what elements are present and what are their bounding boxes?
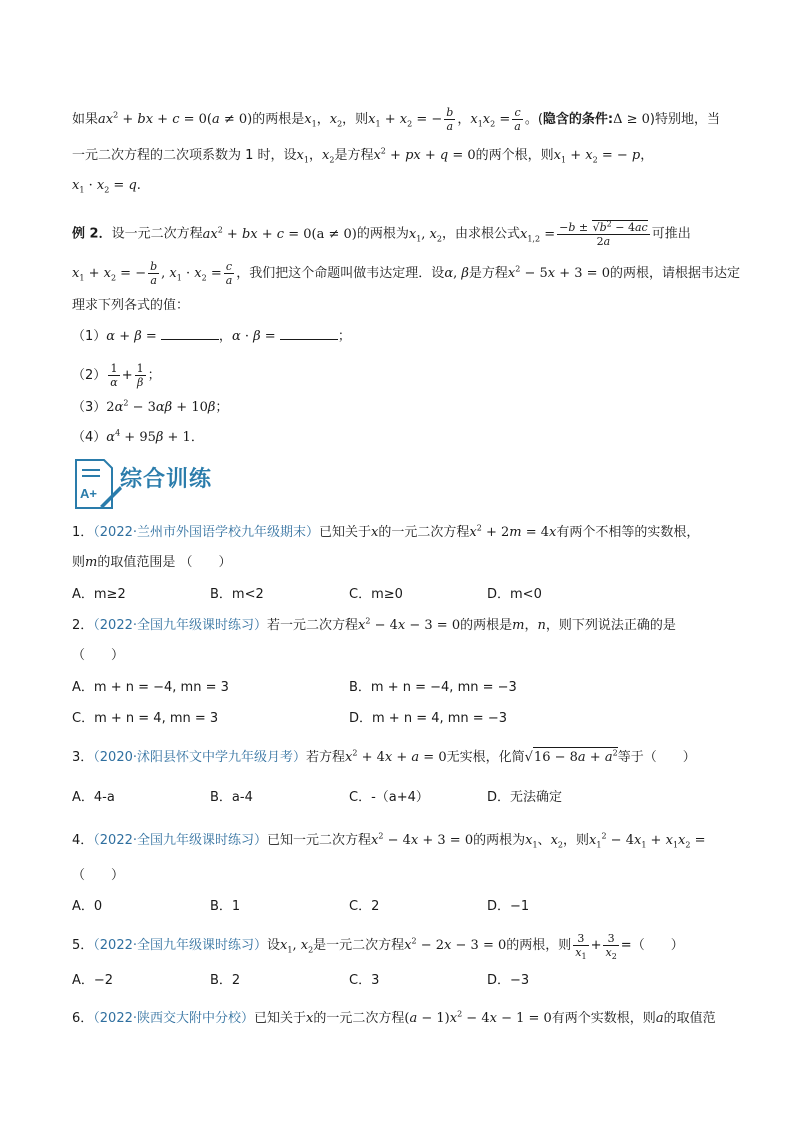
problem-number: 2． — [72, 618, 94, 633]
section-title: 综合训练 — [120, 467, 213, 492]
option-d[interactable]: D．m<0 — [487, 587, 542, 602]
problem-2-line-2: （ ） — [72, 648, 125, 663]
q4-label: （4） — [72, 430, 107, 445]
option-c[interactable]: C．m + n = 4, mn = 3 — [72, 711, 219, 726]
option-b[interactable]: B．m<2 — [210, 587, 264, 602]
problem-5-line-1: 5．（2022·全国九年级课时练习）设$x_1$, $x_2$是一元二次方程$x^2 - 2x - 3 = 0$的两根，则 $\frac{3}{x_1}$ + $\frac{3}{x_2}$ =（ ） — [72, 932, 684, 962]
text: 若方程 — [306, 750, 346, 765]
problem-4-line-1: 4．（2022·全国九年级课时练习）已知一元二次方程$x^2 - 4x + 3 = 0$的两根为$x_1$、$x_2$，则$x_1^2 - 4x_1 + x_1x_2$ = — [72, 831, 706, 850]
text: 的两根为 — [356, 226, 409, 242]
text: 的一元二次方程 — [313, 1011, 405, 1026]
text: 的两个根，则 — [475, 148, 554, 163]
text: 的两根，则 — [506, 938, 572, 953]
example-q3: $(3)2\alpha^2 - 3\alpha\beta + 10\beta$； — [72, 398, 229, 415]
text: . — [136, 178, 141, 193]
option-d[interactable]: D．−1 — [487, 899, 530, 914]
option-a[interactable]: A．m≥2 — [72, 587, 126, 602]
option-b[interactable]: B．a-4 — [210, 790, 253, 805]
option-a[interactable]: A．m + n = −4, mn = 3 — [72, 680, 229, 695]
q2-label: （2） — [72, 368, 107, 383]
answer-blank[interactable] — [161, 327, 219, 340]
text: （ ） — [631, 938, 684, 953]
text: 有两个不相等的实数根， — [556, 525, 700, 540]
option-a[interactable]: A．−2 — [72, 973, 114, 988]
q1-label: （1） — [72, 329, 107, 344]
text: 如果 — [72, 112, 99, 127]
text: 无实根，化简 — [446, 750, 525, 765]
text: ，则下列说法正确的是 — [545, 618, 676, 633]
text: 已知关于 — [254, 1011, 307, 1026]
text: 的两根是 — [252, 112, 305, 127]
text: 是方程 — [468, 266, 508, 281]
text: 可推出 — [651, 226, 691, 242]
option-c[interactable]: C．-（a+4） — [349, 790, 429, 805]
option-a[interactable]: A．0 — [72, 899, 103, 914]
text: 的取值范 — [663, 1011, 716, 1026]
intro-line-1: 如果$ax^2$ + bx + c = 0(a ≠ 0)的两根是$x_1$，$x_2$，则$x_1 + x_2$ = − $\frac{b}{a}$ ，$x_1x_2$ = $\frac{c}{a}$ 。(隐含的条件:Δ ≥ 0)特别地，当 — [72, 106, 720, 133]
problem-number: 4． — [72, 833, 94, 848]
text: ，我们把这个命题叫做韦达定理．设 — [236, 266, 445, 281]
problem-source: （2022·兰州市外国语学校九年级期末） — [93, 525, 319, 540]
problem-6-line-1: 6．（2022·陕西交大附中分校）已知关于x的一元二次方程$(a - 1)x^2 - 4x - 1 = 0$有两个实数根，则a的取值范 — [72, 1009, 716, 1026]
text: 设 — [267, 938, 281, 953]
text: 一元二次方程的二次项系数为 1 时，设 — [72, 148, 297, 163]
text: 。( — [524, 112, 543, 127]
option-c[interactable]: C．3 — [349, 973, 380, 988]
problem-1-line-1: 1．（2022·兰州市外国语学校九年级期末）已知关于x的一元二次方程$x^2 + 2m = 4x$有两个不相等的实数根， — [72, 523, 700, 540]
option-a[interactable]: A．4-a — [72, 790, 115, 805]
text: 则 — [72, 555, 86, 570]
problem-2-line-1: 2．（2022·全国九年级课时练习）若一元二次方程$x^2 - 4x - 3 = 0$的两根是m，n，则下列说法正确的是 — [72, 616, 676, 633]
text: )特别地，当 — [649, 112, 720, 127]
option-d[interactable]: D．−3 — [487, 973, 530, 988]
intro-line-3: $x_1 \cdot x_2 = q$. — [72, 178, 141, 195]
option-b[interactable]: B．m + n = −4, mn = −3 — [349, 680, 517, 695]
example-line-1: 例 2．设一元二次方程$ax^2$ + bx + c = 0(a ≠ 0)的两根为$x_1$, $x_2$，由求根公式$x_{1,2}$ = $\frac{-b \pm √b^2 - 4ac}{2a}$ 可推出 — [72, 219, 691, 248]
example-q2: （2） $\frac{1}{\alpha}$ + $\frac{1}{\beta}$ ； — [72, 362, 161, 389]
text: 的两根是 — [460, 618, 513, 633]
problem-number: 5． — [72, 938, 94, 953]
text: 有两个实数根，则 — [551, 1011, 656, 1026]
problem-source: （2022·全国九年级课时练习） — [93, 938, 267, 953]
option-c[interactable]: C．2 — [349, 899, 380, 914]
option-b[interactable]: B．2 — [210, 973, 241, 988]
text: 若一元二次方程 — [267, 618, 359, 633]
example-q4: $(4)\alpha^4 + 95\beta + 1$． — [72, 428, 204, 445]
text: 的两根为 — [473, 833, 526, 848]
training-section-icon — [70, 456, 122, 514]
text: 的两根，请根据韦达定 — [609, 266, 740, 281]
option-c[interactable]: C．m≥0 — [349, 587, 403, 602]
text: ，由求根公式 — [441, 226, 520, 242]
problem-4-line-2: （ ） — [72, 868, 125, 883]
hidden-condition-label: 隐含的条件: — [542, 112, 614, 127]
example-line-3: 理求下列各式的值： — [72, 298, 190, 313]
option-d[interactable]: D．m + n = 4, mn = −3 — [349, 711, 507, 726]
example-line-2: $x_1 + x_2$ = − $\frac{b}{a}$ , $x_1 \cdot x_2$ = $\frac{c}{a}$ ，我们把这个命题叫做韦达定理．设α, β是方程$x^2 - 5x + 3 = 0$的两根，请根据韦达定 — [72, 260, 740, 287]
text: 设一元二次方程 — [111, 226, 203, 242]
answer-blank[interactable] — [280, 327, 338, 340]
text: 是方程 — [334, 148, 374, 163]
q3-label: （3） — [72, 400, 107, 415]
problem-1-line-2: 则m的取值范围是 （ ） — [72, 555, 232, 570]
problem-3-line-1: 3．（2020·沭阳县怀文中学九年级月考）若方程$x^2 + 4x + a = 0$无实根，化简$√16 - 8a + a^2$等于（ ） — [72, 747, 696, 768]
problem-number: 1． — [72, 525, 94, 540]
problem-source: （2022·全国九年级课时练习） — [93, 833, 267, 848]
svg-text:A+: A+ — [80, 486, 97, 501]
problem-number: 3． — [72, 750, 94, 765]
text: 已知一元二次方程 — [267, 833, 372, 848]
text: 等于（ ） — [617, 750, 696, 765]
problem-source: （2022·全国九年级课时练习） — [93, 618, 267, 633]
intro-line-2: 一元二次方程的二次项系数为 1 时，设$x_1$，$x_2$是方程$x^2$ + px + q = 0的两个根，则$x_1 + x_2$ = − p， — [72, 146, 654, 165]
problem-number: 6． — [72, 1011, 94, 1026]
option-d[interactable]: D．无法确定 — [487, 790, 563, 805]
problem-source: （2020·沭阳县怀文中学九年级月考） — [93, 750, 306, 765]
text: 已知关于 — [319, 525, 372, 540]
problem-source: （2022·陕西交大附中分校） — [93, 1011, 254, 1026]
text: ，则 — [342, 112, 369, 127]
text: ，则 — [563, 833, 590, 848]
text: 的取值范围是 （ ） — [97, 555, 232, 570]
example-label: 例 2． — [72, 226, 112, 242]
option-b[interactable]: B．1 — [210, 899, 241, 914]
text: 是一元二次方程 — [313, 938, 405, 953]
example-q1: （1）α + β = ，α · β = ； — [72, 329, 351, 344]
text: 的一元二次方程 — [378, 525, 470, 540]
